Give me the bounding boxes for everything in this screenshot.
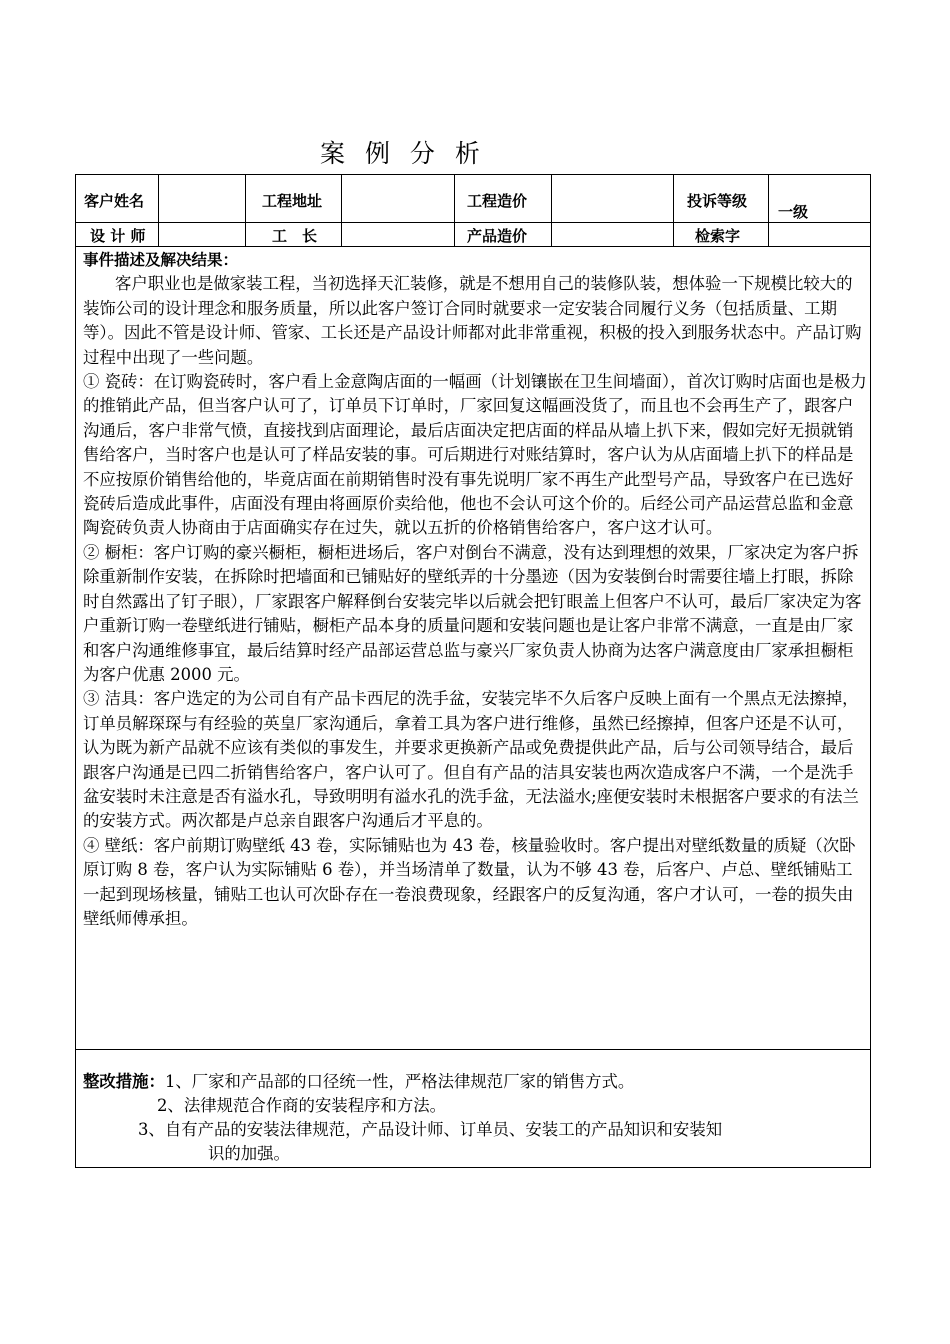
product-cost-label: 产品造价 — [467, 227, 528, 245]
measures-label: 整改措施： — [83, 1072, 165, 1091]
column-divider — [673, 175, 674, 246]
column-divider — [454, 175, 455, 246]
description-heading: 事件描述及解决结果： — [83, 251, 239, 269]
column-divider — [245, 175, 246, 246]
corrective-measures — [83, 1070, 868, 1166]
column-divider — [551, 175, 552, 246]
measure-item-3-continued: 识的加强。 — [208, 1144, 290, 1163]
customer-name-label: 客户姓名 — [84, 192, 145, 210]
measure-item-2: 2、法律规范合作商的安装程序和方法。 — [157, 1096, 447, 1115]
complaint-level-label: 投诉等级 — [687, 192, 748, 210]
project-address-label: 工程地址 — [262, 192, 323, 210]
foreman-label: 工 长 — [272, 227, 318, 245]
column-divider — [158, 175, 159, 246]
measure-item-3: 3、自有产品的安装法律规范，产品设计师、订单员、安装工的产品知识和安装知 — [138, 1120, 723, 1139]
row-divider — [76, 222, 870, 223]
project-cost-label: 工程造价 — [467, 192, 528, 210]
row-divider — [76, 246, 870, 247]
search-key-label: 检索字 — [695, 227, 741, 245]
column-divider — [768, 175, 769, 246]
description-intro: 客户职业也是做家装工程，当初选择天汇装修，就是不想用自己的装修队装，想体验一下规模比较大的装饰公司的设计理念和服务质量，所以此客户签订合同时就要求一定安装合同履行义务（包括质量、工期等）。因此不管是设计师、管家、工长还是产品设计师都对此非常重视，积极的投入到服务状态中。产品订购过程中出现了一些问题。 — [83, 274, 862, 367]
complaint-level-value: 一级 — [778, 203, 809, 221]
description-item-wallpaper: ④ 壁纸：客户前期订购壁纸 43 卷，实际铺贴也为 43 卷，核量验收时。客户提出对壁纸数量的质疑（次卧原订购 8 卷，客户认为实际铺贴 6 卷），并当场清单了数量，认为不够 43 卷，后客户、卢总、壁纸铺贴工一起到现场核量，铺贴工也认可次卧存在一卷浪费现象，经跟客户的反复沟通，客户才认可，一卷的损失由壁纸师傅承担。 — [83, 835, 856, 928]
description-item-cabinet: ② 橱柜：客户订购的豪兴橱柜，橱柜进场后，客户对倒台不满意，没有达到理想的效果，厂家决定为客户拆除重新制作安装，在拆除时把墙面和已铺贴好的壁纸弄的十分墨迹（因为安装倒台时需要往墙上打眼，拆除时自然露出了钉子眼），厂家跟客户解释倒台安装完毕以后就会把钉眼盖上但客户不认可，最后厂家决定为客户重新订购一卷壁纸进行铺贴，橱柜产品本身的质量问题和安装问题也是让客户非常不满意，一直是由厂家和客户沟通维修事宜，最后结算时经产品部运营总监与豪兴厂家负责人协商为达客户满意度由厂家承担橱柜为客户优惠 2000 元。 — [83, 542, 862, 684]
description-item-sanitary: ③ 洁具：客户选定的为公司自有产品卡西尼的洗手盆，安装完毕不久后客户反映上面有一个黑点无法擦掉，订单员解琛琛与有经验的英皇厂家沟通后，拿着工具为客户进行维修，虽然已经擦掉，但客户还是不认可，认为既为新产品就不应该有类似的事发生，并要求更换新产品或免费提供此产品，后与公司领导结合，最后跟客户沟通是已四二折销售给客户，客户认可了。但自有产品的洁具安装也两次造成客户不满，一个是洗手盆安装时未注意是否有溢水孔，导致明明有溢水孔的洗手盆，无法溢水;座便安装时未根据客户要求的有法兰的安装方式。两次都是卢总亲自跟客户沟通后才平息的。 — [83, 689, 859, 831]
event-description — [83, 248, 868, 931]
case-analysis-form — [75, 174, 871, 1168]
page-title: 案 例 分 析 — [320, 139, 486, 168]
section-divider — [76, 1049, 870, 1050]
designer-label: 设 计 师 — [90, 227, 146, 245]
measure-item-1: 1、厂家和产品部的口径统一性，严格法律规范厂家的销售方式。 — [164, 1072, 635, 1091]
column-divider — [341, 175, 342, 246]
description-item-tiles: ① 瓷砖：在订购瓷砖时，客户看上金意陶店面的一幅画（计划镶嵌在卫生间墙面），首次订购时店面也是极力的推销此产品，但当客户认可了，订单员下订单时，厂家回复这幅画没货了，而且也不会再生产了，跟客户沟通后，客户非常气愤，直接找到店面理论，最后店面决定把店面的样品从墙上扒下来，假如完好无损就销售给客户，当时客户也是认可了样品安装的事。可后期进行对账结算时，客户认为从店面墙上扒下的样品是不应按原价销售给他的，毕竟店面在前期销售时没有事先说明厂家不再生产此型号产品，导致客户在已选好瓷砖后造成此事件，店面没有理由将画原价卖给他，他也不会认可这个价的。后经公司产品运营总监和金意陶瓷砖负责人协商由于店面确实存在过失，就以五折的价格销售给客户，客户这才认可。 — [83, 372, 867, 538]
